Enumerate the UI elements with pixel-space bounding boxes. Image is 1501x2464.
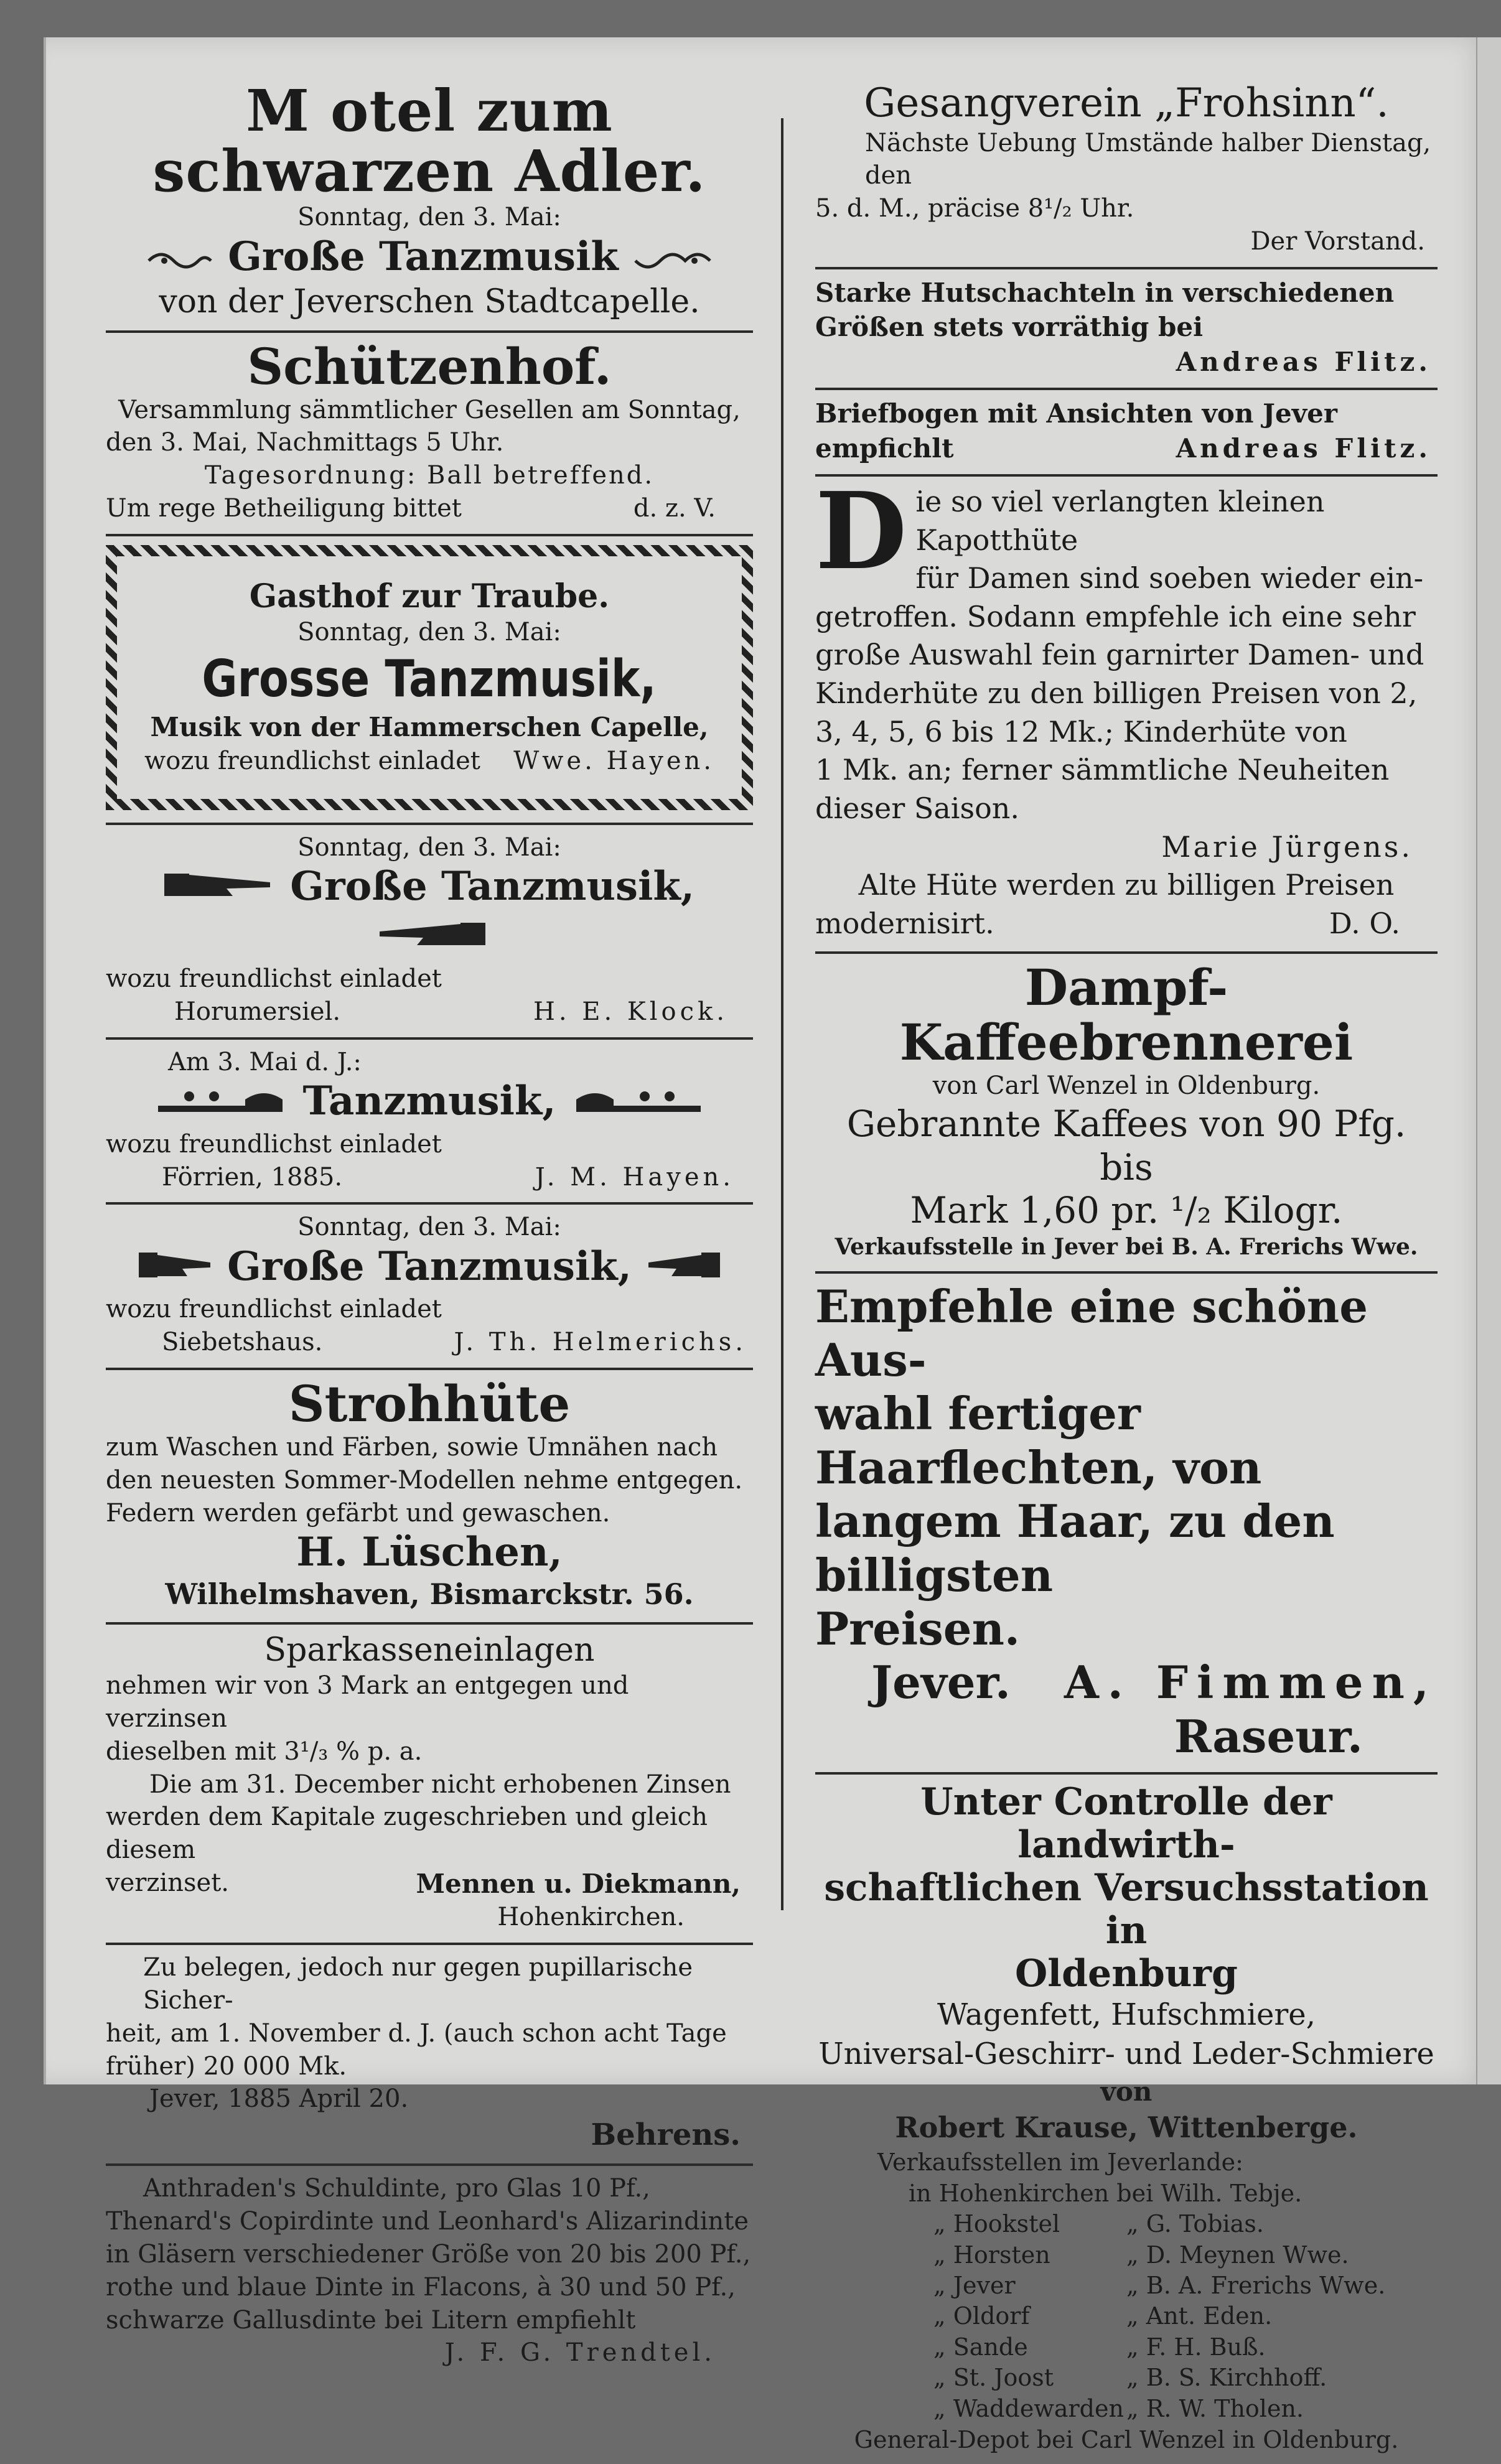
ad-address: Wilhelmshaven, Bismarckstr. 56. — [165, 1577, 694, 1612]
drop-cap: D — [815, 469, 907, 594]
event-text: Tanzmusik, — [302, 1078, 556, 1125]
ad-line: Anthraden's Schuldinte, pro Glas 10 Pf., — [143, 2174, 650, 2203]
ad-sales-first: in Hohenkirchen bei Wilh. Tebje. — [909, 2180, 1302, 2208]
event-text: Große Tanzmusik, — [290, 863, 695, 910]
ad-host: H. E. Klock. — [533, 997, 728, 1026]
ad-line: wahl fertiger Haarflechten, von — [815, 1387, 1262, 1494]
ad-event — [106, 864, 753, 963]
ad-line: Empfehle eine schöne Aus- — [815, 1279, 1368, 1386]
ad-signature: J. F. G. Trendtel. — [444, 2338, 716, 2368]
ad-sparkasse — [106, 1625, 753, 1945]
ad-signature-row — [815, 905, 1438, 943]
ad-invitation: wozu freundlichst einladet — [144, 746, 480, 775]
ad-title: Unter Controlle der landwirth- — [920, 1780, 1332, 1867]
ad-krause — [815, 1775, 1438, 2464]
ad-line: Thenard's Copirdinte und Leonhard's Alizarindinte — [106, 2207, 749, 2236]
ad-hayen — [106, 1040, 753, 1205]
ad-line: von — [1100, 2076, 1153, 2107]
ad-signature-row — [106, 1326, 753, 1359]
ad-line: Nächste Uebung Umstände halber Dienstag, den — [865, 128, 1431, 190]
ad-title: M otel zum schwarzen Adler. — [152, 77, 706, 205]
ad-invitation: wozu freundlichst einladet — [106, 1295, 442, 1324]
ad-host: J. M. Hayen. — [535, 1162, 734, 1192]
ad-title: Dampf-Kaffeebrennerei — [899, 958, 1354, 1072]
ad-product: Wagenfett, Hufschmiere, — [937, 1997, 1316, 2033]
pointing-hand-left-icon — [645, 1246, 720, 1294]
ad-line: rothe und blaue Dinte in Flacons, à 30 und 50 Pf., — [106, 2272, 736, 2302]
ad-signature: A. Fimmen, — [1064, 1656, 1438, 1709]
ad-sales-heading: Verkaufsstellen im Jeverlande: — [877, 2148, 1243, 2176]
ad-signature: Behrens. — [591, 2117, 741, 2153]
decorative-frame — [106, 545, 753, 810]
pointing-hand-left-icon — [373, 915, 485, 963]
ad-line: schwarze Gallusdinte bei Litern empfiehlt — [106, 2305, 636, 2335]
ad-place: Förrien, 1885. — [162, 1162, 343, 1192]
pointing-hand-right-icon — [164, 866, 276, 913]
ad-line: früher) 20 000 Mk. — [106, 2051, 347, 2081]
ad-frohsinn — [815, 75, 1438, 269]
ad-line: Alte Hüte werden zu billigen Preisen — [858, 868, 1395, 902]
ad-signature: Andreas Flitz. — [1176, 346, 1431, 377]
ad-line: Jever, 1885 April 20. — [149, 2084, 409, 2114]
ad-signature-row — [106, 996, 753, 1029]
ad-title: schaftlichen Versuchsstation in — [824, 1866, 1429, 1953]
ad-place: Hohenkirchen. — [497, 1903, 685, 1932]
ornament-left-icon — [146, 237, 214, 283]
ad-line: nehmen wir von 3 Mark an entgegen und verzinsen — [106, 1671, 629, 1733]
ad-line: Zu belegen, jedoch nur gegen pupillarische Sicher- — [143, 1953, 693, 2015]
ad-fimmen — [815, 1274, 1438, 1775]
ad-strohhuete — [106, 1370, 753, 1625]
event-text: Große Tanzmusik — [228, 233, 619, 280]
ad-line: langem Haar, zu den billigsten — [815, 1495, 1335, 1602]
ad-signature: Mennen u. Diekmann, — [416, 1868, 741, 1899]
ad-line: verzinset. — [106, 1868, 230, 1897]
ornament-right-icon — [632, 237, 713, 283]
list-item: „ Waddewarden „ R. W. Tholen. — [933, 2394, 1304, 2422]
ad-line: Briefbogen mit Ansichten von Jever — [815, 398, 1337, 429]
list-item: „ St. Joost „ B. S. Kirchhoff. — [933, 2364, 1327, 2392]
ad-signature: d. z. V. — [633, 494, 716, 523]
ad-line: 5. d. M., präcise 8¹/₂ Uhr. — [815, 194, 1134, 223]
ad-host: J. Th. Helmerichs. — [454, 1328, 747, 1357]
ad-signature-row — [106, 1867, 753, 1901]
event-text: Große Tanzmusik, — [227, 1243, 632, 1290]
ad-line: Preisen. — [815, 1602, 1020, 1655]
ad-event — [106, 1244, 753, 1293]
ad-line: 3, 4, 5, 6 bis 12 Mk.; Kinderhüte von — [815, 714, 1347, 749]
ad-line: dieselben mit 3¹/₃ % p. a. — [106, 1737, 423, 1766]
ad-behrens — [106, 1945, 753, 2166]
ad-signature-row — [815, 1656, 1438, 1709]
ad-title: Gesangverein „Frohsinn“. — [864, 80, 1389, 126]
ad-date: Sonntag, den 3. Mai: — [297, 833, 561, 862]
pointing-hand-right-icon — [139, 1246, 213, 1294]
ad-host: Wwe. Hayen. — [513, 746, 714, 775]
ad-line: empfichlt — [815, 432, 954, 464]
ad-gasthof-traube — [106, 545, 753, 825]
ad-line: ie so viel verlangten kleinen Kapotthüte — [915, 484, 1325, 557]
ad-title: Gasthof zur Traube. — [249, 577, 610, 615]
ad-juergens — [815, 469, 1438, 954]
right-column — [815, 75, 1438, 2464]
ad-line: Kinderhüte zu den billigen Preisen von 2, — [815, 676, 1418, 711]
ad-line: Tagesordnung: Ball betreffend. — [204, 461, 655, 490]
left-column — [106, 75, 753, 2378]
ad-title: Strohhüte — [288, 1374, 571, 1434]
ad-line: Um rege Betheiligung bittet — [106, 494, 462, 523]
ad-band: Musik von der Hammerschen Capelle, — [150, 712, 709, 743]
ad-date: Am 3. Mai d. J.: — [168, 1047, 362, 1076]
ad-helmerichs — [106, 1205, 753, 1370]
ad-signature-row — [106, 492, 753, 525]
ad-date: Sonntag, den 3. Mai: — [297, 618, 561, 647]
ad-line: Gebrannte Kaffees von 90 Pfg. bis — [846, 1103, 1406, 1188]
list-item: „ Hookstel „ G. Tobias. — [933, 2210, 1264, 2238]
ad-place: Siebetshaus. — [162, 1328, 323, 1357]
ad-date: Sonntag, den 3. Mai: — [297, 1213, 561, 1242]
ad-trendtel — [106, 2166, 753, 2378]
ad-band: von der Jeverschen Stadtcapelle. — [159, 283, 700, 321]
sales-list — [933, 2209, 1438, 2424]
ad-signature: Der Vorstand. — [1250, 226, 1425, 256]
trumpet-ornament-right-icon — [570, 1081, 707, 1128]
ad-line: Starke Hutschachteln in verschiedenen — [815, 277, 1395, 308]
ad-product: Universal-Geschirr- und Leder-Schmiere — [818, 2037, 1434, 2072]
list-item: „ Horsten „ D. Meynen Wwe. — [933, 2241, 1349, 2269]
ad-line: zum Waschen und Färben, sowie Umnähen nach — [106, 1433, 718, 1462]
ad-line: Größen stets vorräthig bei — [815, 312, 1204, 343]
ad-klock — [106, 825, 753, 1040]
ad-line: in Gläsern verschiedener Größe von 20 bis 200 Pf., — [106, 2240, 751, 2269]
ad-flitz-hutschachteln — [815, 269, 1438, 390]
ad-line: Die am 31. December nicht erhobenen Zinsen — [149, 1770, 731, 1799]
ad-line: heit, am 1. November d. J. (auch schon acht Tage — [106, 2018, 727, 2048]
ad-signature: D. O. — [1329, 906, 1400, 940]
list-item: „ Oldorf „ Ant. Eden. — [933, 2302, 1273, 2330]
ad-line: getroffen. Sodann empfehle ich eine sehr — [815, 599, 1416, 633]
ad-title: Schützenhof. — [247, 337, 612, 396]
ad-name: H. Lüschen, — [296, 1529, 563, 1576]
ad-line: Versammlung sämmtlicher Gesellen am Sonntag, — [118, 395, 741, 424]
ad-signature-row — [106, 1161, 753, 1194]
ad-event — [106, 1078, 753, 1127]
ad-event — [106, 234, 753, 282]
ad-line: modernisirt. — [815, 906, 994, 940]
ad-subtitle: von Carl Wenzel in Oldenburg. — [932, 1071, 1321, 1101]
ad-line: werden dem Kapitale zugeschrieben und gleich diesem — [106, 1803, 708, 1865]
ad-line: Mark 1,60 pr. ¹/₂ Kilogr. — [910, 1189, 1343, 1232]
ad-signature-row — [815, 431, 1438, 465]
column-divider — [781, 118, 783, 1910]
trumpet-ornament-left-icon — [152, 1081, 289, 1128]
ad-line: 1 Mk. an; ferner sämmtliche Neuheiten — [815, 753, 1390, 787]
ad-line: dieser Saison. — [815, 791, 1020, 825]
ad-place: Jever. — [871, 1656, 1011, 1709]
ad-line: Federn werden gefärbt und gewaschen. — [106, 1498, 610, 1528]
ad-date: Sonntag, den 3. Mai: — [297, 203, 561, 232]
ad-wenzel — [815, 954, 1438, 1273]
ad-invitation: wozu freundlichst einladet — [106, 964, 442, 994]
ad-line: den 3. Mai, Nachmittags 5 Uhr. — [106, 428, 504, 457]
ad-flitz-briefbogen — [815, 390, 1438, 477]
ad-signature-row — [144, 745, 714, 778]
ad-trade: Raseur. — [1174, 1709, 1363, 1763]
ad-line: den neuesten Sommer-Modellen nehme entgegen. — [106, 1465, 743, 1495]
ad-body — [815, 469, 1438, 943]
ad-signature: Marie Jürgens. — [1161, 829, 1413, 864]
ad-schuetzenhof — [106, 333, 753, 536]
ad-line: große Auswahl fein garnirter Damen- und — [815, 638, 1424, 672]
ad-line: Verkaufsstelle in Jever bei B. A. Frerichs Wwe. — [835, 1234, 1418, 1261]
ad-depot: General-Depot bei Carl Wenzel in Oldenburg. — [854, 2426, 1399, 2453]
ad-title: Oldenburg — [1015, 1952, 1238, 1996]
ad-place: Horumersiel. — [174, 997, 341, 1026]
page-edge — [1476, 37, 1501, 2084]
ad-signature: Andreas Flitz. — [1176, 432, 1431, 464]
ad-schwarzer-adler — [106, 75, 753, 333]
ad-title: Sparkasseneinlagen — [264, 1631, 595, 1669]
list-item: „ Sande „ F. H. Buß. — [933, 2333, 1266, 2361]
ad-event: Grosse Tanzmusik, — [202, 650, 657, 709]
ad-line: für Damen sind soeben wieder ein- — [915, 561, 1424, 595]
list-item: „ Jever „ B. A. Frerichs Wwe. — [933, 2272, 1386, 2300]
ad-maker: Robert Krause, Wittenberge. — [895, 2111, 1358, 2145]
ad-invitation: wozu freundlichst einladet — [106, 1129, 442, 1159]
